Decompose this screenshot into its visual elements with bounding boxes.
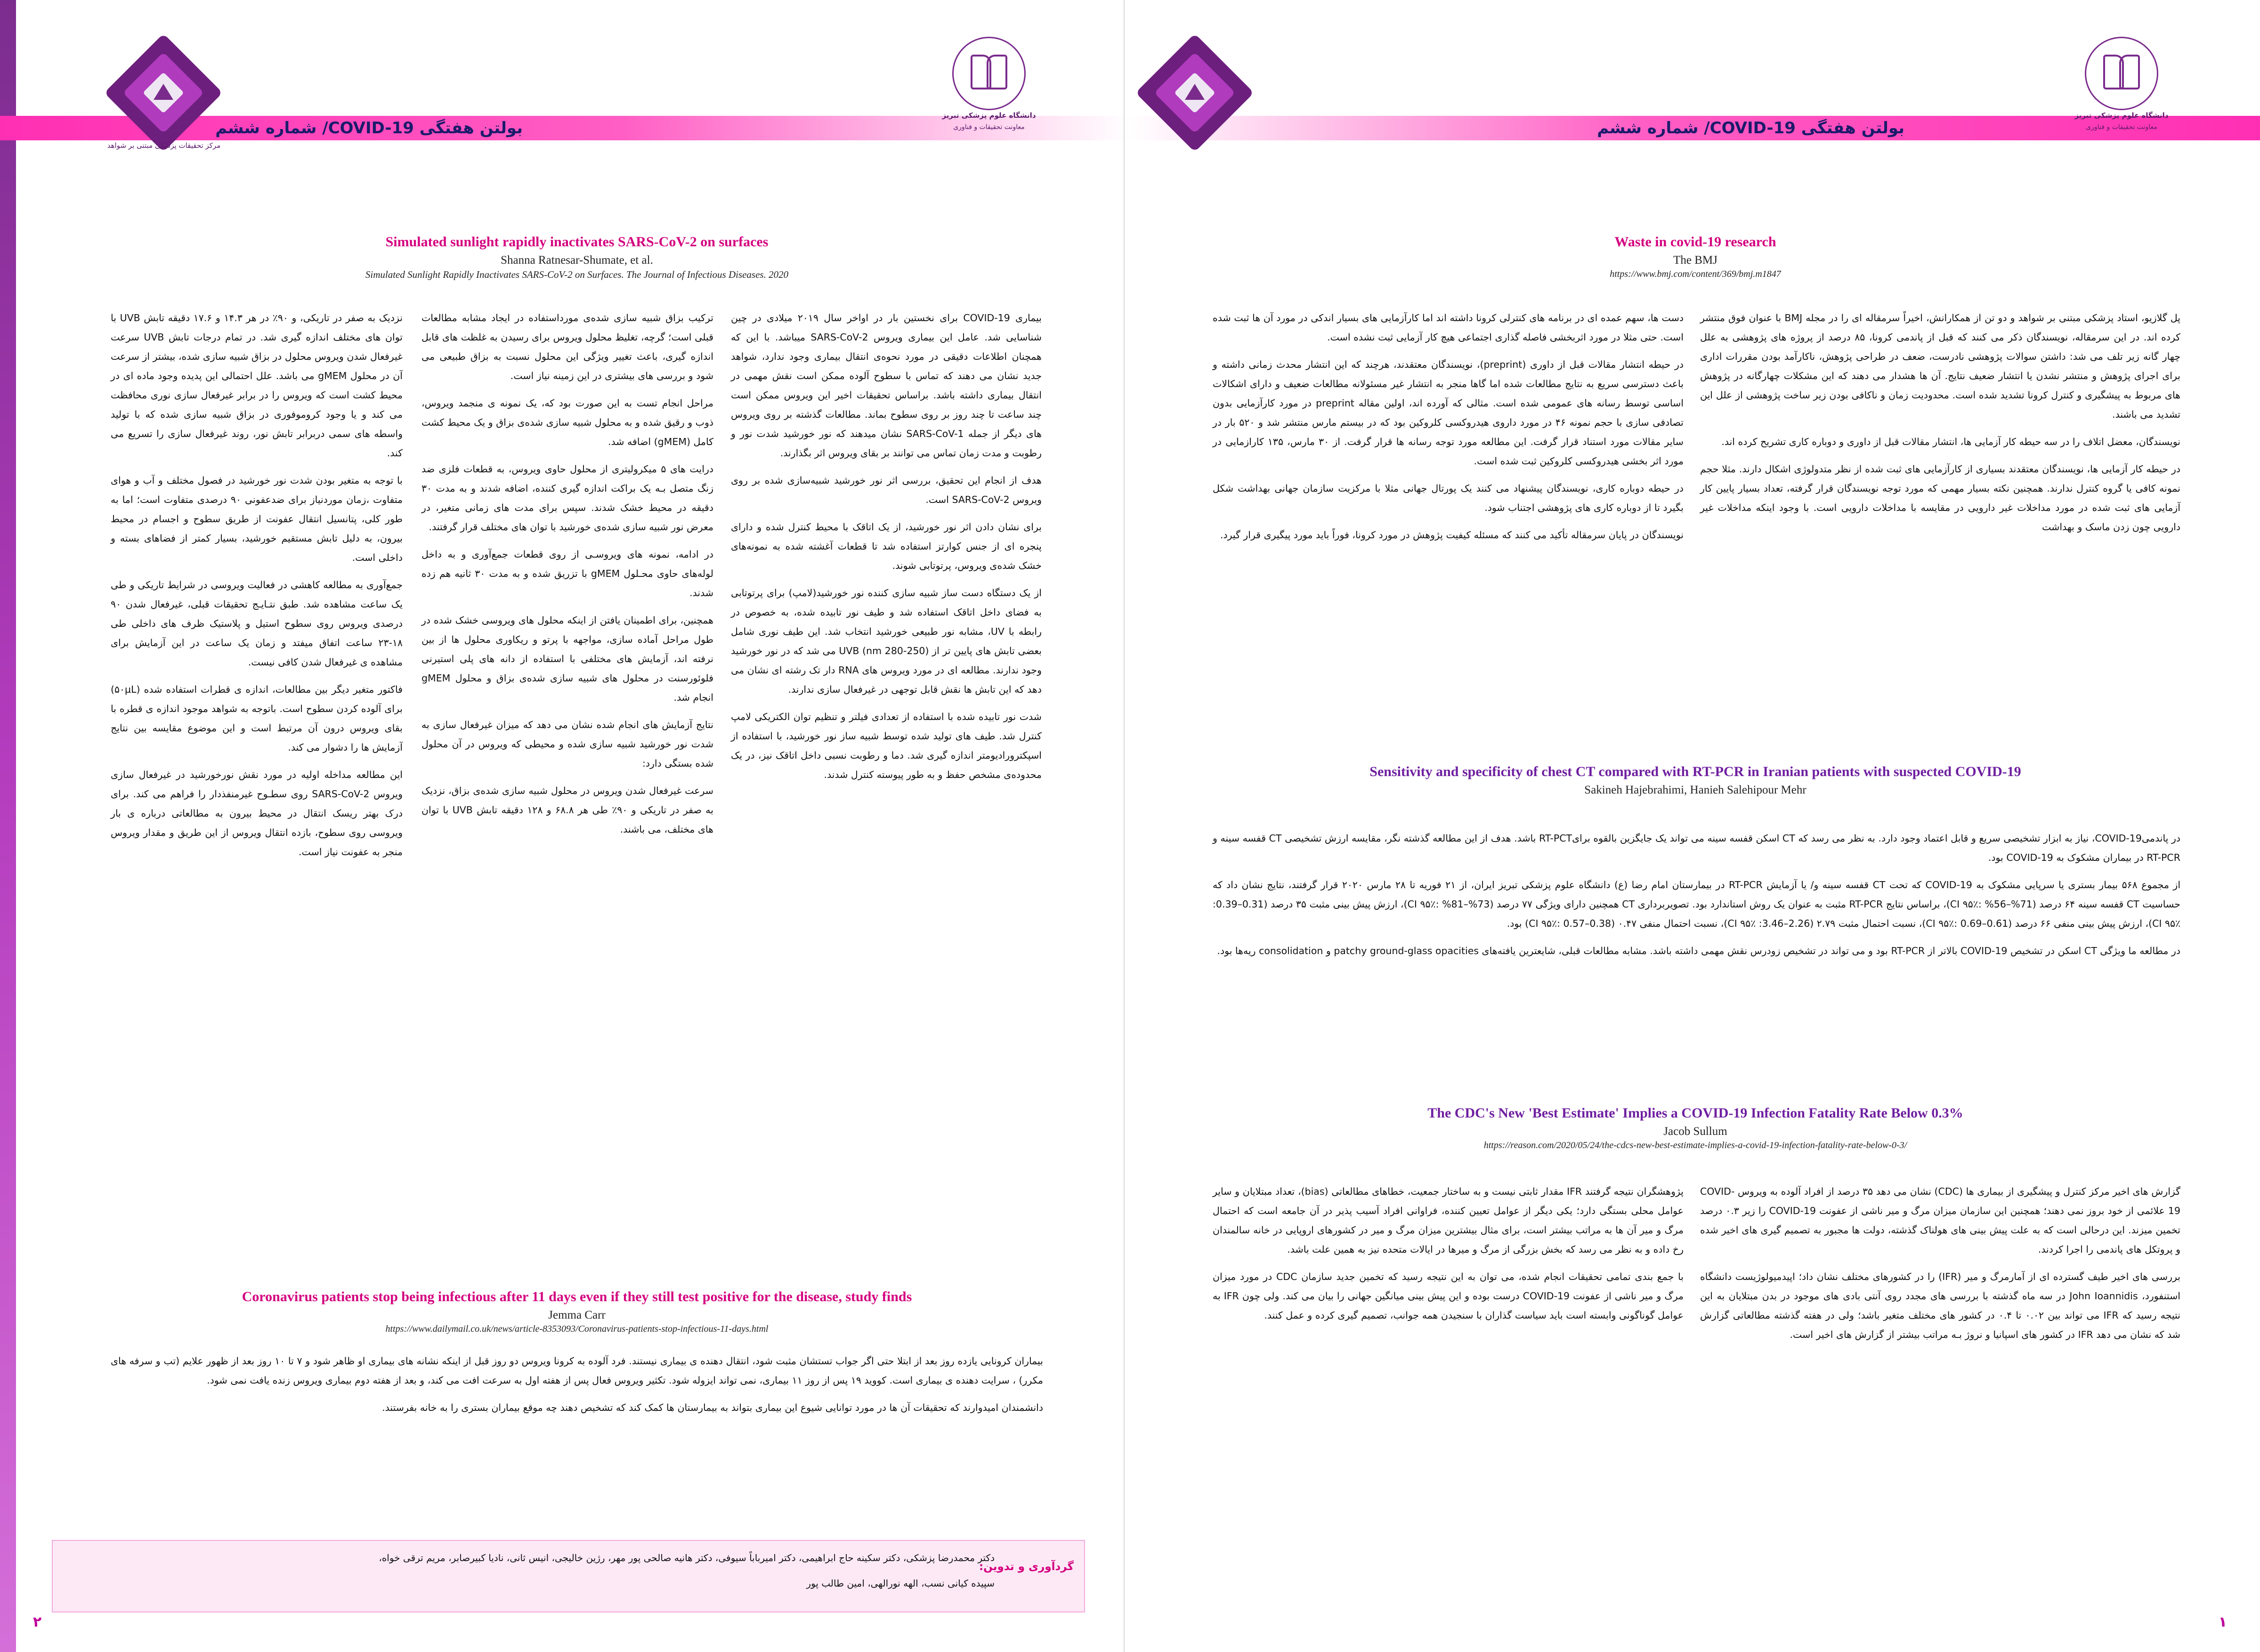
article-title-block-sunlight [108,233,1045,281]
paragraph: در ادامه، نمونه های ویروسـی از روی قطعات جمع‌آوری و به داخل لوله‌های حاوی محـلول gMEM با تزریق شده و به مدت ۳۰ ثانیه هم زده شدند. [421,549,713,599]
paragraph: درایت های ۵ میکرولیتری از محلول حاوی ویروس، به قطعات فلزی ضد زنگ متصل بـه یک براکت اندازه گیری کننده، اضافه شدند و به مدت ۳۰ دقیقه در محیط خشک شدند. سپس برای مدت های زمانی متغیر، در معرض نور شبیه سازی شده‌ی خورشید با توان های مختلف قرار گرفتند. [421,463,713,533]
research-center-logo-caption: مرکز تحقیقات پزشکی مبتنی بر شواهد [107,141,221,150]
article-column-right-cdc [1700,1182,2180,1352]
page-number-left: ۲ [33,1614,42,1630]
paragraph: ترکیب بزاق شبیه سازی شده‌ی مورداستفاده در ایجاد مشابه مطالعات قبلی است؛ گرچه، تغلیظ محلول ویروس برای رسیدن به غلظت های قابل اندازه گیری، باعث تغییر ویژگی این محلول نسبت به بزاق طبیعی می شود و بررسی های بیشتری در این زمینه نیاز است. [421,312,713,381]
credits-line-2: سپیده کیانی نسب، الهه نورالهی، امین طالب پور [806,1578,995,1589]
paragraph: نویسندگان در پایان سرمقاله تأکید می کنند که مسئله کیفیت پژوهش در مورد کرونا، فوراً باید مورد پیگیری قرار گیرد. [1220,529,1684,541]
page-header-left [0,0,1130,202]
paragraph: نویسندگان، معضل اتلاف را در سه حیطه کار آزمایی ها، انتشار مقالات قبل از داوری و دوباره کاری تشریح کرده اند. [1721,436,2180,447]
paragraph: با جمع بندی تمامی تحقیقات انجام شده، می توان به این نتیجه رسید که تخمین جدید سازمان CDC در مورد میزان مرگ و میر ناشی از عفونت COVID-19 درست بوده و این پیش بینی میانگین جهانی را بیان می کند. ولی چون IFR به عوامل گوناگونی وابسته است باید سیاست گذاران با سنجیدن همه جوانب، تصمیم گیری کرده و عمل کنند. [1213,1271,1684,1321]
paragraph: هدف از انجام این تحقیق، بررسی اثر نور خورشید شبیه‌سازی شده بر روی ویروس SARS-CoV-2 است. [731,475,1042,505]
paragraph: شدت نور تابیده شده با استفاده از تعدادی فیلتر و تنظیم توان الکتریکی لامپ کنترل شد. طیف های تولید شده توسط شبیه ساز نور خورشید، با استفاده از اسپکترورادیومتر اندازه گیری شد. دما و رطوبت نسبی داخل اتاقک نیز، در یک محدوده‌ی مشخص حفظ و به طور پیوسته کنترل شدند. [731,711,1042,780]
paragraph: پژوهشگران نتیجه گرفتند IFR مقدار ثابتی نیست و به ساختار جمعیت، خطاهای مطالعاتی (bias)، تعداد مبتلایان و سایر عوامل محلی بستگی دارد؛ یکی دیگر از عوامل تعیین کننده، فراوانی افراد آسیب پذیر در آن جامعه است که احتمال مرگ و میر آن ها به مراتب بیشتر است، برای مثال بیشترین میزان مرگ و میر در کشورهای اروپایی در خانه سالمندان رخ داده و به نظر می رسد که بخش بزرگی از مرگ و میرها در ایالات متحده نیز به همین علت باشد. [1213,1186,1684,1255]
article-link[interactable]: https://www.dailymail.co.uk/news/article-8353093/Coronavirus-patients-stop-infectious-11-days.html [385,1323,769,1334]
paragraph: نتایج آزمایش های انجام شده نشان می دهد که میزان غیرفعال سازی به شدت نور خورشید شبیه سازی شده و محیطی که ویروس در آن محلول شده بستگی دارد: [421,719,713,769]
paragraph: از یک دستگاه دست ساز شبیه سازی کننده نور خورشید(لامپ) برای پرتوتابی به فضای داخل اتاقک استفاده شد و طیف نور تابیده شده، به خصوص در رابطه با UV، مشابه نور طبیعی خورشید انتخاب شد. این طیف نوری شامل بعضی تابش های پایین تر از (250-280 nm) UVB می شد که در نور خورشید وجود ندارند. مطالعه ای در مورد ویروس های RNA دار تک رشته ای نشان می دهد که این تابش ها نقش قابل توجهی در غیرفعال سازی ندارند. [731,587,1042,695]
paragraph: در پاندمیCOVID-19، نیاز به ابزار تشخیصی سریع و قابل اعتماد وجود دارد. به نظر می رسد که CT اسکن قفسه سینه می تواند یک جایگزین بالقوه برایRT-PCT باشد. هدف از این مطالعه گذشته نگر، مقایسه ارزش تشخیصی CT قفسه سینه و RT-PCR در بیماران مشکوک به COVID-19 بود. [1213,833,2181,863]
paragraph: از مجموع ۵۶۸ بیمار بستری یا سرپایی مشکوک به COVID-19 که تحت CT قفسه سینه و/ یا آزمایش RT-PCR در بیمارستان امام رضا (ع) دانشگاه علوم پزشکی تبریز ایران، از ۲۱ فوریه تا ۲۸ مارس ۲۰۲۰ قرار گرفتند، نتایج نشان داد که حساسیت CT قفسه سینه ۶۴ درصد (71%–56% :CI ۹۵٪)، براساس نتایج RT-PCR مثبت به عنوان یک روش استاندارد بود. تصویربرداری CT همچنین دارای ویژگی ۷۷ درصد (73%–81% :CI ۹۵٪)، ارزش پیش بینی مثبت ۳۵ درصد (0.31–0.39: CI ۹۵٪)، ارزش پیش بینی منفی ۶۶ درصد (0.61–0.69 :CI ۹۵٪)، نسبت احتمال مثبت ۲.۷۹ (2.26–3.46: CI ۹۵٪)، نسبت احتمال منفی ۰.۴۷ (0.38–0.57 :CI ۹۵٪) بود. [1213,879,2181,929]
university-seal-left [935,37,1043,145]
article-author: The BMJ [1673,253,1717,267]
paragraph: نزدیک به صفر در تاریکی، و ۹۰٪ در هر ۱۴.۳ و ۱۷.۶ دقیقه تابش UVB با توان های مختلف اندازه گیری شد. در تمام درجات تابش UVB سرعت غیرفعال شدن ویروس محلول در بزاق شبیه سازی شده، بیشتر از سرعت آن در محلول gMEM می باشد. علل احتمالی این پدیده وجود ماده ای در محیط کشت است که ویروس را در برابر غیرفعال سازی نوری محافظت می کند و یا وجود کروموفورى در بزاق شبیه سازی شده که با تولید واسطه های سمی دربرابر تابش نور، روند غیرفعال سازی را تسریع می کند. [111,312,403,459]
article-column-right [731,308,1042,793]
university-seal-line1: دانشگاه علوم پزشکی تبریز [2074,111,2169,120]
paragraph: بررسی های اخیر طیف گسترده ای از آمارمرگ و میر (IFR) را در کشورهای مختلف نشان داد؛ اپیدمیولوژیست دانشگاه استنفورد، John Ioannidis در سه ماه گذشته با بررسی های مجدد روی آنتی بادی های موجود در بدن مبتلایان به این نتیجه رسید که IFR می تواند بین ۰.۰۲ تا ۰.۴ در کشور های مختلف متغیر باشد؛ ولی در هفته گذشته مطالعاتی گزارش شد که نشان می دهد IFR در کشور های اسپانیا و نروژ بـه مراتب بیشتر از گزارش های اخیر است. [1700,1271,2180,1340]
page-fold-divider [1124,0,1125,1652]
paragraph: بیماری COVID-19 برای نخستین بار در اواخر سال ۲۰۱۹ میلادی در چین شناسایی شد. عامل این بیماری ویروس SARS-CoV-2 میباشد. با این که همچنان اطلاعات دقیقی در مورد نحوه‌ی انتقال بیماری وجود ندارد، شواهد جدید نشان می دهند که تماس با سطوح آلوده ممکن است نقش مهمی در انتقال بیماری داشته باشد. براساس تحقیقات اخیر این ویروس ممکن است چند ساعت تا چند روز بر روی سطوح بماند. مطالعات گذشته بر روی ویروس های دیگر از جمله SARS-CoV-1 نشان میدهند که نور خورشید شدت نور و رطوبت و مدت زمان تماس می توانند بر بقای ویروس اثر بگذارند. [731,312,1042,459]
article-author: Jemma Carr [548,1308,606,1321]
page-number-right: ۱ [2218,1614,2227,1630]
article-title-block-waste [1210,233,2180,280]
article-column-left-waste [1213,308,1684,553]
paragraph: برای نشان دادن اثر نور خورشید، از یک اتاقک با محیط کنترل شده و دارای پنجره ای از جنس کوارتز استفاده شد تا قطعات آغشته شده به نمونه‌های خشک شده‌ی ویروس، پرتوتابی شوند. [731,521,1042,571]
credits-label: گردآوری و تدوین: [979,1561,1074,1573]
university-seal-line2: معاونت تحقیقات و فناوری [953,123,1025,131]
article-author: Jacob Sullum [1663,1125,1727,1138]
paragraph: پل گلازیو، استاد پزشکی مبتنی بر شواهد و دو تن از همکارانش، اخیراً سرمقاله ای را در مجله BMJ با عنوان فوق منتشر کرده اند. در این سرمقاله، نویسندگان ذکر می کنند که قبل از پاندمی کرونا، ۸۵ درصد از پروژه های پژوهشی به علل چهار گانه زیر تلف می شد: داشتن سوالات پژوهشی نادرست، ضعف در طراحی پژوهش، ناکارآمد بودن مقررات اداری برای اجرای پژوهش و منتشر نشدن یا انتشار ضعیف نتایج. آن ها هشدار می دهند که این مشکلات چهارگانه در پژوهش های مربوط به پیشگیری و کنترل کرونا تشدید شده است. محدودیت زمان و ناکافی بودن زیر ساخت پژوهشی از علل این تشدید می باشند. [1700,312,2181,420]
article-link[interactable]: https://reason.com/2020/05/24/the-cdcs-new-best-estimate-implies-a-covid-19-infection-fatality-rate-below-0-3/ [1483,1140,1907,1150]
credits-line-1: دکتر محمدرضا پزشکی، دکتر سکینه حاج ابراهیمی، دکتر امیرباباً سیوفی، دکتر هانیه صالحی پور مهر، رژین خالیجی، انیس ثانی، نادیا کبیرصابر، مریم ترقی خواه، [379,1552,995,1563]
page-header-right [1130,0,2260,202]
paragraph: دست ها، سهم عمده ای در برنامه های کنترلی کرونا داشته اند اما کارآزمایی های بسیار اندکی در مورد آن ها ثبت شده است. حتی مثلا در مورد اثربخشی فاصله گذاری اجتماعی هیچ کار آزمایی ثبت نشده است. [1213,312,1684,343]
paragraph: دانشمندان امیدوارند که تحقیقات آن ها در مورد توانایی شیوع این بیماری بتواند به بیمارستان ها کمک کند که تشخیص دهند چه موقع بیماران بستری را به خانه بفرستند. [382,1402,1043,1413]
article-column-middle [421,308,713,847]
credits-box [52,1540,1085,1612]
paragraph: همچنین، برای اطمینان یافتن از اینکه محلول های ویروسی خشک شده در طول مراحل آماده سازی، مواجهه با پرتو و ریکاوری محلول ها از بین نرفته اند، آزمایش های مختلفی با استفاده از دانه های پلی استیرنی فلوئورسنت در محلول های شبیه سازی شده‌ی بزاق و محلول gMEM انجام شد. [421,615,713,703]
research-center-logo [1140,38,1251,149]
article-column-right-waste [1700,308,2180,545]
paragraph: در حیطه دوباره کاری، نویسندگان پیشنهاد می کنند یک پورتال جهانی مثلا با مرکزیت سازمان جهانی بهداشت شکل بگیرد تا از دوباره کاری های پژوهشی اجتناب شود. [1213,483,1684,513]
paragraph: در حیطه انتشار مقالات قبل از داوری (preprint)، نویسندگان معتقدند، هرچند که این انتشار محدث زمانی داشته و باعث دسترسی سریع به نتایج مطالعات شده اما گاها منجر به انتشار غیر مسئولانه مطالعات ضعیف و دارای اشکالات اساسی توسط رسانه های عمومی شده است. مثالی که آورده اند، اولین مقاله preprint در مورد کارآزمایی بدون تصادفی سازی با حجم نمونه ۴۶ در مورد داروی هیدروکسی کلروکین بود که در بیستم مارس منتشر شد و ۵۲۰ بار در سایر مقالات مورد استناد قرار گرفت. این مطالعه مورد توجه رسانه ها قرار گرفت. از ۳۰ مارس، ۱۳۵ کارازمایی در مورد اثر بخشی هیدروکسی کلروکین ثبت شده است. [1213,359,1684,467]
article-title: Sensitivity and specificity of chest CT compared with RT-PCR in Iranian patients with suspected COVID-19 [1369,764,2021,779]
university-seal-line2: معاونت تحقیقات و فناوری [2086,123,2157,131]
paragraph: مراحل انجام تست به این صورت بود که، یک نمونه ی منجمد ویروس، ذوب و رقیق شده و به محلول شبیه سازی شده‌ی بزاق و یک محیط کشت کامل (gMEM) اضافه شد. [421,397,713,447]
article-title-block-infectious [108,1288,1045,1335]
article-title: The CDC's New 'Best Estimate' Implies a COVID-19 Infection Fatality Rate Below 0.3% [1427,1105,1963,1121]
article-title-block-cdc [1210,1104,2180,1151]
paragraph: در حیطه کار آزمایی ها، نویسندگان معتقدند بسیاری از کارآزمایی های ثبت شده از نظر متدولوژی اشکال دارند. مثلا حجم نمونه کافی یا گروه کنترل ندارند. همچنین نکته بسیار مهمی که مورد توجه نویسندگان قرار گرفته، تعداد بسیار پایین کار آزمایی های ثبت شده در مورد مداخلات غیر دارویی در مقایسه با مداخلات دارویی است. با وجود اینکه مداخلات غیر دارویی چون زدن ماسک و بهداشت [1700,463,2180,533]
paragraph: گزارش های اخیر مرکز کنترل و پیشگیری از بیماری ها (CDC) نشان می دهد ۳۵ درصد از افراد آلوده به ویروس COVID-19 علائمی از خود بروز نمی دهند؛ همچنین این سازمان میزان مرگ و میر ناشی از عفونت COVID-19 را زیر ۰.۳ درصد تخمین میزند. این درحالی است که به علت پیش بینی های هولناک گذشته، دولت ها مجبور به تصمیم گیری های اخیر شده و پروتکل های پاندمی را اجرا کردند. [1700,1186,2181,1255]
paragraph: سرعت غیرفعال شدن ویروس در محلول شبیه سازی شده‌ی بزاق، نزدیک به صفر در تاریکی و ۹۰٪ طی هر ۶۸.۸ و ۱۲۸ دقیقه تابش UVB با توان های مختلف، می باشند. [421,785,714,835]
paragraph: با توجه به متغیر بودن شدت نور خورشید در فصول مختلف و آب و هوای متفاوت ،زمان موردنیاز برای ضدعفونی ۹۰ درصدی متفاوت است؛ اما به طور کلی، پتانسیل انتقال عفونت از طریق سطوح و اجسام در محیط بیرون، به دلیل تابش مستقیم خورشید، بسیار کمتر از فضاهای بسته و داخلی است. [111,475,403,563]
article-author: Sakineh Hajebrahimi, Hanieh Salehipour Mehr [1584,783,1806,796]
article-column-left-cdc [1213,1182,1684,1333]
article-title: Coronavirus patients stop being infectious after 11 days even if they still test positive for the disease, study finds [242,1289,912,1304]
paragraph: بیماران کرونایی یازده روز بعد از ابتلا حتی اگر جواب تستشان مثبت شود، انتقال دهنده ی بیماری نیستند. فرد آلوده به کرونا ویروس دو روز قبل از اینکه نشانه های بیماری او ظاهر شود و ۷ تا ۱۰ روز بعد از ظهور علایم (تب و سرفه های مکرر) ، سرایت دهنده ی بیماری است. کووید ۱۹ پس از روز ۱۱ بیماری، نمی تواند ایزوله شود. تکثیر ویروس فعال پس از هفته اول به سرعت افت می کند، و بعد از هفته دوم بیماری ویروس زنده یافت نمی شود. [111,1355,1044,1386]
bulletin-header-title-right: بولتن هفتگی COVID-19/ شماره ششم [1597,119,1904,138]
article-column-left [111,308,403,870]
paragraph: این مطالعه مداخله اولیه در مورد نقش نورخورشید در غیرفعال سازی ویروس SARS-CoV-2 روی سطـوح غیرمنفذدار را فراهم می کند. برای درک بهتر ریسک انتقال در محیط بیرون به مطالعاتی درباره ی بار ویروسی روی سطوح، بازده انتقال ویروس از این طریق و مقدار ویروس منجر به عفونت نیاز است. [111,769,403,858]
research-center-logo [108,38,219,149]
paragraph: در مطالعه ما ویژگی CT اسکن در تشخیص COVID-19 بالاتر از RT-PCR بود و می تواند در تشخیص زودرس نقش مهمی داشته باشد. مشابه مطالعات قبلی، شایعترین یافته‌های patchy ground-glass opacities و consolidation ریه‌ها بود. [1217,945,2180,956]
university-seal-right [2067,37,2176,145]
article-author: Shanna Ratnesar-Shumate, et al. [501,253,653,267]
university-seal-line1: دانشگاه علوم پزشکی تبریز [942,111,1036,120]
article-source: Simulated Sunlight Rapidly Inactivates SARS-CoV-2 on Surfaces. The Journal of Infectious Diseases. 2020 [365,268,789,280]
article-body-infectious [111,1352,1043,1425]
article-link[interactable]: https://www.bmj.com/content/369/bmj.m1847 [1610,268,1781,279]
article-title-block-ct [1210,763,2180,797]
document-page-right [1130,0,2260,1652]
article-title: Simulated sunlight rapidly inactivates SARS-CoV-2 on surfaces [385,234,769,250]
bulletin-header-title-left: بولتن هفتگی COVID-19/ شماره ششم [215,119,523,138]
page-edge-decoration [0,0,16,1652]
article-title: Waste in covid-19 research [1614,234,1776,250]
paragraph: فاکتور متغیر دیگر بین مطالعات، اندازه ی قطرات استفاده شده (۵۰µL) برای آلوده کردن سطوح است. باتوجه به شواهد موجود اندازه ی قطره با بقای ویروس درون آن مرتبط است و این موضوع مقایسه بین نتایج آزمایش ها را دشوار می کند. [111,684,403,753]
article-body-ct [1213,829,2180,969]
paragraph: جمع‌آوری به مطالعه کاهشی در فعالیت ویروسی در شرایط تاریکی و طی یک ساعت مشاهده شد. طبق نتـایـج تحقیقات قبلی، غیرفعال شدن ۹۰ درصدی ویروس روی سطوح استیل و پلاستیک ظرف های داخلی طی ۱۸-۲۳ ساعت اتفاق میفتد و زمان یک ساعت در این آزمایش برای مشاهده ی غیرفعال شدن کافی نیست. [111,579,403,668]
